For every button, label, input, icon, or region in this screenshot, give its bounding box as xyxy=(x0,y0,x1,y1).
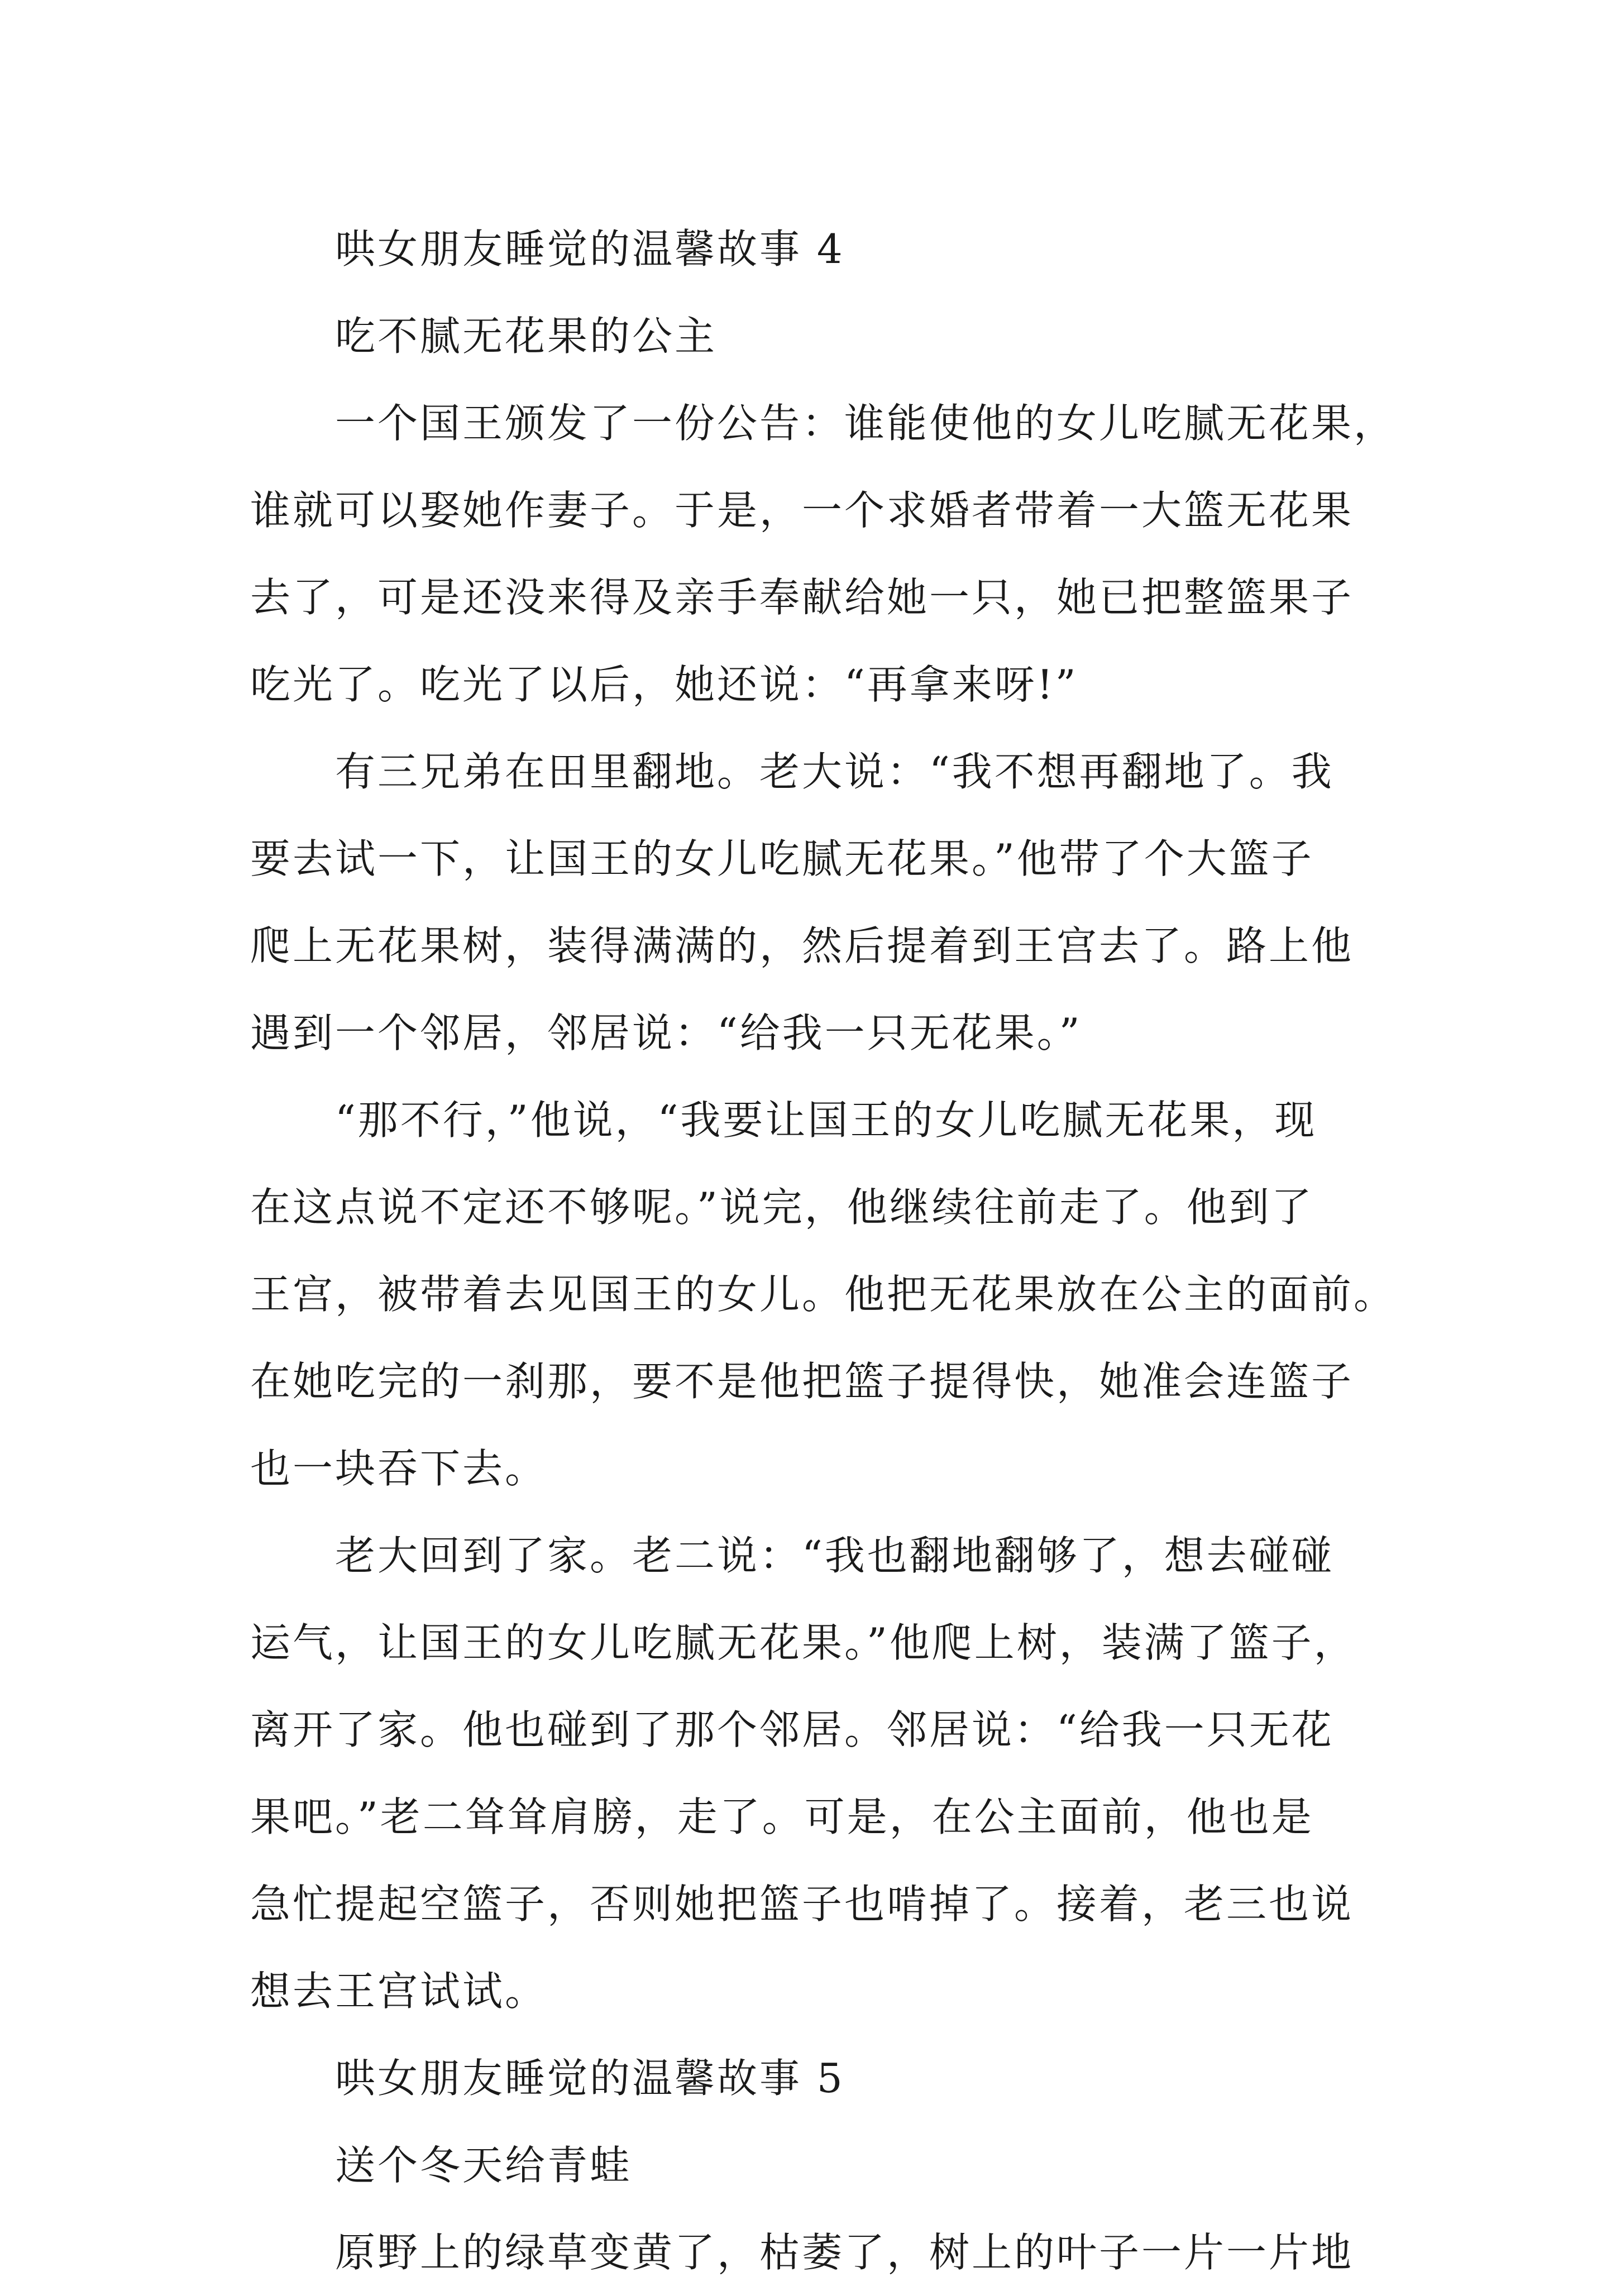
paragraph-line: 原野上的绿草变黄了，枯萎了，树上的叶子一片一片地 xyxy=(335,2229,1354,2276)
paragraph-line: 遇到一个邻居，邻居说：“给我一只无花果。” xyxy=(250,1010,1082,1056)
section-heading-4: 哄女朋友睡觉的温馨故事 4 xyxy=(335,226,845,272)
story-title-figs: 吃不腻无花果的公主 xyxy=(335,313,718,360)
paragraph-line: 去了，可是还没来得及亲手奉献给她一只，她已把整篮果子 xyxy=(250,574,1354,621)
paragraph-line: “那不行，”他说，“我要让国王的女儿吃腻无花果，现 xyxy=(335,1097,1317,1144)
document-body xyxy=(250,205,1397,2296)
paragraph-line: 老大回到了家。老二说：“我也翻地翻够了，想去碰碰 xyxy=(335,1532,1334,1579)
paragraph-line: 有三兄弟在田里翻地。老大说：“我不想再翻地了。我 xyxy=(335,748,1334,795)
paragraph-line: 急忙提起空篮子，否则她把篮子也啃掉了。接着，老三也说 xyxy=(250,1881,1354,1927)
paragraph-line: 离开了家。他也碰到了那个邻居。邻居说：“给我一只无花 xyxy=(250,1706,1334,1753)
section-heading-5: 哄女朋友睡觉的温馨故事 5 xyxy=(335,2055,845,2102)
story-title-frog: 送个冬天给青蛙 xyxy=(335,2142,633,2189)
paragraph-line: 爬上无花果树，装得满满的，然后提着到王宫去了。路上他 xyxy=(250,922,1354,969)
paragraph-line: 一个国王颁发了一份公告：谁能使他的女儿吃腻无花果， xyxy=(335,400,1397,447)
paragraph-line: 要去试一下，让国王的女儿吃腻无花果。”他带了个大篮子 xyxy=(250,835,1314,882)
paragraph-line: 在这点说不定还不够呢。”说完，他继续往前走了。他到了 xyxy=(250,1184,1314,1231)
paragraph-line: 在她吃完的一刹那，要不是他把篮子提得快，她准会连篮子 xyxy=(250,1358,1354,1405)
paragraph-line: 想去王宫试试。 xyxy=(250,1968,548,2015)
paragraph-line: 运气，让国王的女儿吃腻无花果。”他爬上树，装满了篮子， xyxy=(250,1619,1356,1666)
paragraph-line: 果吧。”老二耸耸肩膀，走了。可是，在公主面前，他也是 xyxy=(250,1793,1314,1840)
paragraph-line: 吃光了。吃光了以后，她还说：“再拿来呀!” xyxy=(250,661,1078,708)
paragraph-line: 也一块吞下去。 xyxy=(250,1445,548,1492)
paragraph-line: 王宫，被带着去见国王的女儿。他把无花果放在公主的面前。 xyxy=(250,1271,1397,1318)
paragraph-line: 谁就可以娶她作妻子。于是，一个求婚者带着一大篮无花果 xyxy=(250,487,1354,534)
